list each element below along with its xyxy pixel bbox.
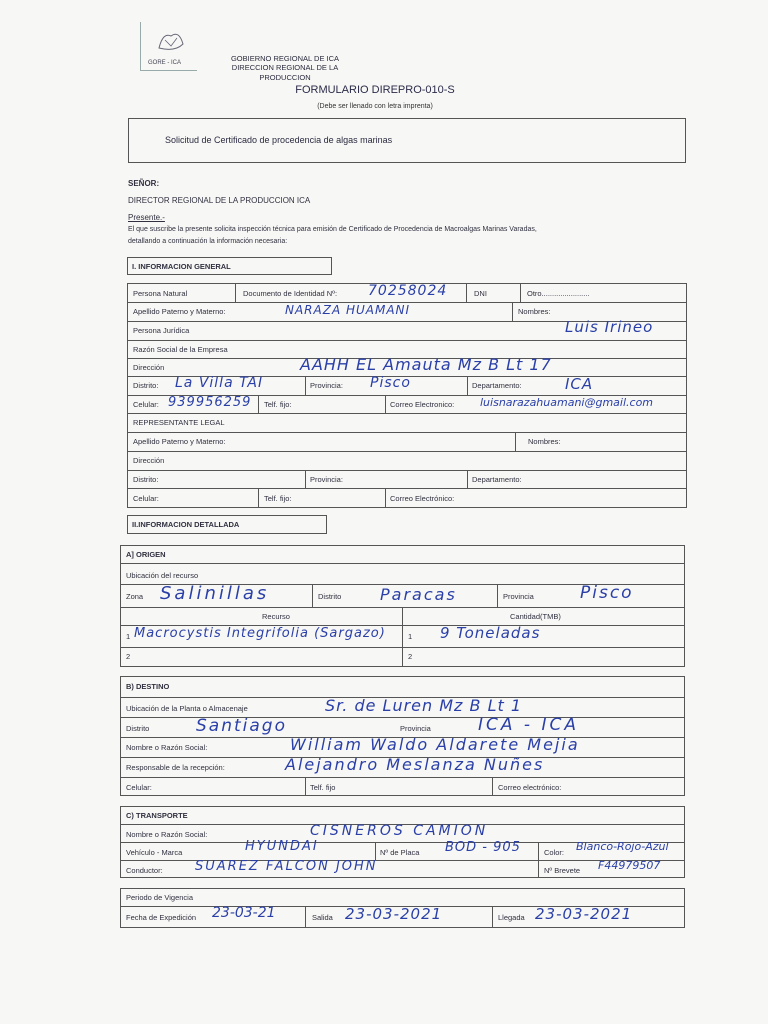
destino-ubicacion-label: Ubicación de la Planta o Almacenaje [126, 704, 248, 713]
brevete-value[interactable]: F44979507 [598, 859, 661, 872]
correo-value[interactable]: luisnarazahuamani@gmail.com [480, 396, 654, 409]
transporte-razon-value[interactable]: CISNEROS CAMION [310, 823, 489, 839]
row1-number: 1 [126, 632, 131, 641]
coat-of-arms-icon [151, 26, 191, 56]
destino-telf-label: Telf. fijo [310, 783, 336, 792]
origen-provincia-value[interactable]: Pisco [580, 583, 634, 603]
destino-ubicacion-value[interactable]: Sr. de Luren Mz B Lt 1 [325, 696, 523, 715]
org-line-2: DIRECCION REGIONAL DE LA [231, 63, 339, 72]
destino-provincia-value[interactable]: ICA - ICA [478, 715, 579, 735]
brevete-label: Nº Brevete [544, 866, 581, 875]
destino-head: B) DESTINO [126, 682, 170, 691]
rep-distrito-label: Distrito: [133, 475, 159, 484]
form-title: FORMULARIO DIREPRO-010-S [295, 84, 455, 96]
apellido-label: Apellido Paterno y Materno: [133, 307, 226, 316]
celular-value[interactable]: 939956259 [168, 395, 252, 410]
cantidad-label: Cantidad(TMB) [510, 612, 561, 621]
logo-caption: GORE - ICA [148, 60, 182, 66]
nombres-value[interactable]: Luis Irineo [565, 318, 654, 336]
transporte-razon-label: Nombre o Razón Social: [126, 830, 208, 839]
origen-provincia-label: Provincia [503, 592, 534, 601]
form-subtitle: (Debe ser llenado con letra imprenta) [317, 103, 433, 110]
direccion-value[interactable]: AAHH EL Amauta Mz B Lt 17 [300, 355, 552, 374]
rep-departamento-label: Departamento: [472, 475, 522, 484]
llegada-value[interactable]: 23-03-2021 [535, 905, 633, 923]
addressee: DIRECTOR REGIONAL DE LA PRODUCCION ICA [128, 196, 311, 205]
llegada-label: Llegada [498, 913, 525, 922]
celular-label: Celular: [133, 400, 159, 409]
origen-distrito-label: Distrito [318, 592, 342, 601]
intro-line-1: El que suscribe la presente solicita inspección técnica para emisión de Certificado de Procedencia de Macroalgas Marinas Varadas, [128, 226, 537, 233]
salutation: SEÑOR: [128, 179, 160, 188]
doc-value[interactable]: 70258024 [368, 283, 448, 299]
provincia-value[interactable]: Pisco [370, 375, 411, 391]
salida-label: Salida [312, 913, 333, 922]
rep-direccion-label: Dirección [133, 456, 165, 465]
row2-number: 2 [126, 652, 131, 661]
destino-distrito-value[interactable]: Santiago [196, 716, 287, 736]
zona-value[interactable]: Salinillas [160, 583, 270, 604]
conductor-label: Conductor: [126, 866, 163, 875]
placa-label: Nº de Placa [380, 848, 420, 857]
cantidad-1-value[interactable]: 9 Toneladas [440, 624, 541, 642]
color-label: Color: [544, 848, 565, 857]
expedicion-label: Fecha de Expedición [126, 913, 197, 922]
salida-value[interactable]: 23-03-2021 [345, 905, 443, 923]
origen-head: A] ORIGEN [126, 550, 166, 559]
origen-ubicacion-label: Ubicación del recurso [126, 571, 199, 580]
direccion-label: Dirección [133, 363, 165, 372]
vigencia-head: Periodo de Vigencia [126, 893, 193, 902]
conductor-value[interactable]: SUAREZ FALCON JOHN [195, 859, 378, 874]
section-ii-title: II.INFORMACION DETALLADA [132, 520, 240, 529]
presente: Presente.- [128, 213, 165, 222]
recurso-label: Recurso [262, 612, 290, 621]
org-line-3: PRODUCCION [259, 73, 311, 82]
destino-correo-label: Correo electrónico: [498, 783, 562, 792]
zona-label: Zona [126, 592, 144, 601]
persona-natural-label: Persona Natural [133, 289, 188, 298]
correo-label: Correo Electronico: [390, 400, 455, 409]
rep-apellido-label: Apellido Paterno y Materno: [133, 437, 226, 446]
color-value[interactable]: Blanco-Rojo-Azul [576, 840, 669, 853]
razon-social-label: Razón Social de la Empresa [133, 345, 228, 354]
nombres-label: Nombres: [518, 307, 551, 316]
placa-value[interactable]: BOD - 905 [445, 840, 521, 855]
distrito-value[interactable]: La Villa TAI [175, 375, 264, 391]
destino-provincia-label: Provincia [400, 724, 431, 733]
otro-label: Otro....................... [527, 289, 590, 298]
intro-line-2: detallando a continuación la información necesaria: [128, 238, 288, 245]
destino-razon-label: Nombre o Razón Social: [126, 743, 208, 752]
representante-label: REPRESENTANTE LEGAL [133, 418, 225, 427]
persona-juridica-label: Persona Jurídica [133, 326, 190, 335]
dni-label: DNI [474, 289, 487, 298]
doc-label: Documento de Identidad Nº: [243, 289, 338, 298]
vehiculo-label: Vehículo - Marca [126, 848, 183, 857]
vehiculo-value[interactable]: HYUNDAI [245, 839, 319, 854]
rep-nombres-label: Nombres: [528, 437, 561, 446]
responsable-value[interactable]: Alejandro Meslanza Nuñes [285, 755, 545, 774]
responsable-label: Responsable de la recepción: [126, 763, 225, 772]
rep-telf-label: Telf. fijo: [264, 494, 292, 503]
rep-celular-label: Celular: [133, 494, 159, 503]
org-line-1: GOBIERNO REGIONAL DE ICA [230, 54, 340, 63]
section-i-title: I. INFORMACION GENERAL [132, 262, 231, 271]
rep-provincia-label: Provincia: [310, 475, 343, 484]
transporte-head: C) TRANSPORTE [126, 811, 188, 820]
departamento-value[interactable]: ICA [565, 375, 594, 393]
destino-celular-label: Celular: [126, 783, 152, 792]
destino-distrito-label: Distrito [126, 724, 150, 733]
distrito-label: Distrito: [133, 381, 159, 390]
departamento-label: Departamento: [472, 381, 522, 390]
request-title: Solicitud de Certificado de procedencia de algas marinas [165, 135, 393, 145]
recurso-1-value[interactable]: Macrocystis Integrifolia (Sargazo) [134, 626, 386, 641]
expedicion-value[interactable]: 23-03-21 [212, 905, 276, 921]
provincia-label: Provincia: [310, 381, 343, 390]
origen-distrito-value[interactable]: Paracas [380, 585, 457, 604]
rep-correo-label: Correo Electrónico: [390, 494, 455, 503]
destino-razon-value[interactable]: William Waldo Aldarete Mejia [290, 735, 580, 754]
row2-number-b: 2 [408, 652, 413, 661]
row1-number-b: 1 [408, 632, 413, 641]
apellido-value[interactable]: NARAZA HUAMANI [285, 303, 411, 317]
telf-label: Telf. fijo: [264, 400, 292, 409]
